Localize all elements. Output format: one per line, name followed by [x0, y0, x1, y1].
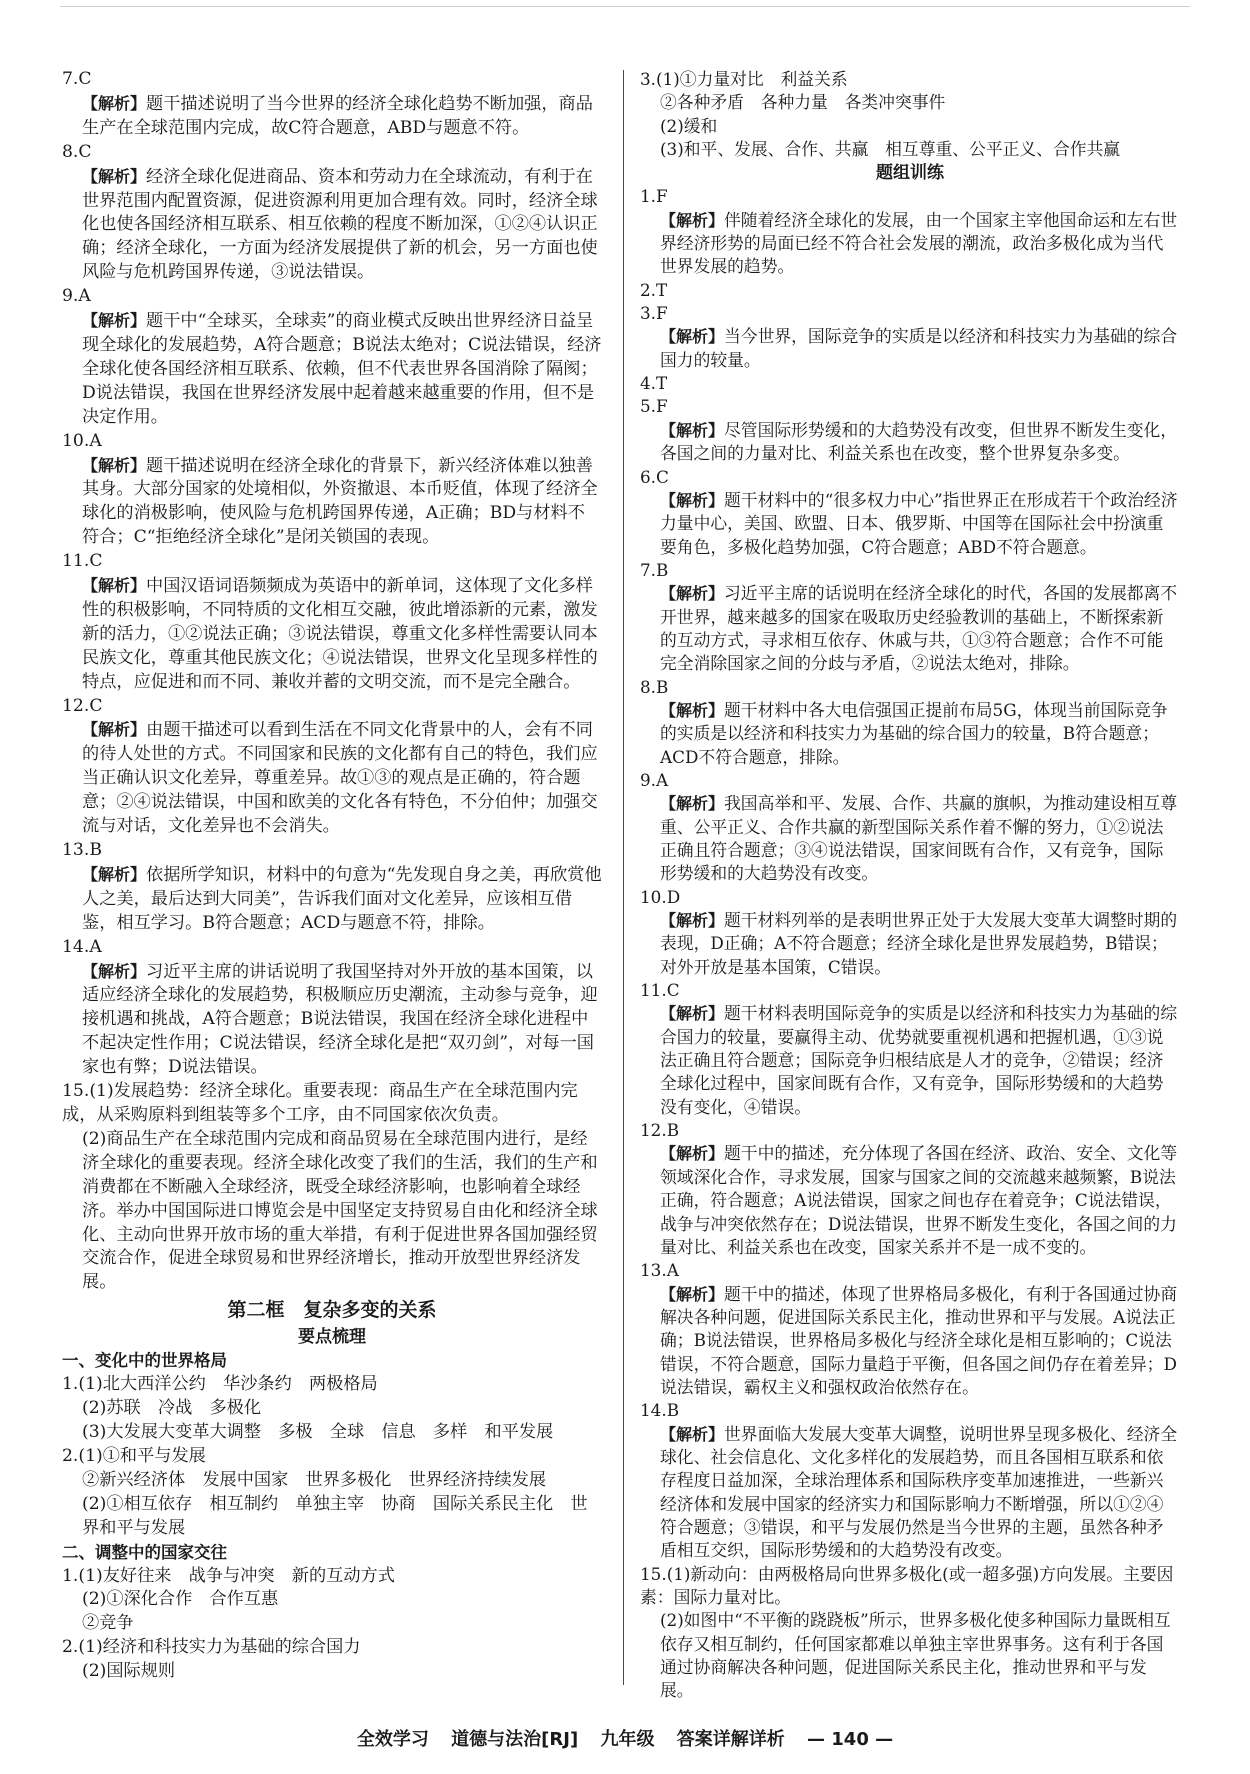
analysis-text: 题干中的描述，体现了世界格局多极化，有利于各国通过协商解决各种问题，促进国际关系民主化，推动世界和平与发展。A说法正确；B说法错误，世界格局多极化与经济全球化是相互影响的；C说法错误，不符合题意，国际力量趋于平衡，但各国之间仍存在着差异；D说法错误，霸权主义和强权政治依然存在。	[660, 1283, 1178, 1397]
footer-subject: 道德与法治[RJ]	[451, 1729, 579, 1750]
analysis-tag: 【解析】	[660, 420, 725, 440]
analysis-tag: 【解析】	[82, 93, 147, 113]
analysis-text: 世界面临大发展大变革大调整，说明世界呈现多极化、经济全球化、社会信息化、文化多样化的发展趋势，而且各国相互联系和依存程度日益加深，全球治理体系和国际秩序变革加速推进，一些新兴经济体和发展中国家的经济实力和国际影响力不断增强，所以①②④符合题意；③错误，和平与发展仍然是当今世界的主题，虽然各种矛盾相互交织，国际形势缓和的大趋势没有改变。	[660, 1423, 1178, 1561]
answer-item: 9.A	[640, 769, 669, 790]
page-footer	[0, 1725, 1250, 1751]
answer-item: 13.B	[62, 840, 102, 860]
analysis-text: 习近平主席的讲话说明了我国坚持对外开放的基本国策，以适应经济全球化的发展趋势，积极顺应历史潮流，主动参与竞争，迎接机遇和挑战，A符合题意；B说法错误，我国在经济全球化进程中不起决定性作用；C说法错误，经济全球化是把“双刃剑”，对每一国家也有弊；D说法错误。	[82, 961, 598, 1078]
analysis-tag: 【解析】	[660, 1004, 725, 1024]
analysis-block	[640, 489, 1180, 559]
answer-item: 12.C	[62, 695, 103, 716]
analysis-tag: 【解析】	[660, 584, 725, 604]
analysis-text: 尽管国际形势缓和的大趋势没有改变，但世界不断发生变化，各国之间的力量对比、利益关系也在改变，整个世界复杂多变。	[660, 419, 1178, 464]
analysis-block	[640, 699, 1180, 769]
analysis-text: 题干中的描述，充分体现了各国在经济、政治、安全、文化等领域深化合作，寻求发展，国家与国家之间的交流越来越频繁，B说法正确，符合题意；A说法错误，国家之间也存在着竞争；C说法错误，战争与冲突依然存在；D说法错误，世界不断发生变化，各国之间的力量对比、利益关系也在改变，国家关系并不是一成不变的。	[660, 1143, 1178, 1257]
analysis-block	[640, 909, 1180, 979]
top-rule	[60, 6, 1190, 7]
analysis-block	[62, 92, 602, 141]
analysis-tag: 【解析】	[660, 327, 725, 347]
analysis-text: 经济全球化促进商品、资本和劳动力在全球流动，有利于在世界范围内配置资源，促进资源利用更加合理有效。同时，经济全球化也使各国经济相互联系、相互依赖的程度不断加深，①②④认识正确；经济全球化，一方面为经济发展提供了新的机会，另一方面也使风险与危机跨国界传递，③说法错误。	[82, 166, 598, 283]
analysis-block	[640, 792, 1180, 885]
analysis-block	[640, 209, 1180, 279]
analysis-block	[640, 582, 1180, 675]
answer-item: 10.A	[62, 430, 102, 451]
analysis-block	[640, 1423, 1180, 1563]
right-column	[640, 68, 1180, 1703]
answer-subitem: (2)商品生产在全球范围内完成和商品贸易在全球范围内进行，是经济全球化的重要表现。经济全球化改变了我们的生活，我们的生产和消费都在不断融入全球经济，既受全球经济影响，也影响着全球经济。举办中国国际进口博览会是中国坚定支持贸易自由化和经济全球化、主动向世界开放市场的重大举措，有利于促进世界各国加强经贸交流合作，促进全球贸易和世界经济增长，推动开放型世界经济发展。	[82, 1128, 598, 1293]
analysis-tag: 【解析】	[660, 1144, 725, 1164]
answer-subitem: (3)和平、发展、合作、共赢 相互尊重、公平正义、合作共赢	[660, 139, 1121, 160]
analysis-block	[62, 574, 602, 695]
footer-section: 答案详解详析	[676, 1729, 785, 1750]
answer-item: 8.C	[62, 141, 92, 162]
answer-item: 3.F	[640, 303, 668, 324]
analysis-text: 题干材料表明国际竞争的实质是以经济和科技实力为基础的综合国力的较量，要赢得主动、优势就要重视机遇和把握机遇，①③说法正确且符合题意；国际竞争归根结底是人才的竞争，②错误；经济全球化过程中，国家间既有合作，又有竞争，国际形势缓和的大趋势没有变化，④错误。	[660, 1003, 1178, 1117]
analysis-text: 由题干描述可以看到生活在不同文化背景中的人，会有不同的待人处世的方式。不同国家和民族的文化都有自己的特色，我们应当正确认识文化差异，尊重差异。故①③的观点是正确的，符合题意；②④说法错误，中国和欧美的文化各有特色，不分伯仲；加强交流与对话，文化差异也不会消失。	[82, 720, 598, 837]
answer-item: 7.B	[640, 559, 669, 580]
answer-item: 1.F	[640, 186, 668, 207]
analysis-text: 题干描述说明了当今世界的经济全球化趋势不断加强，商品生产在全球范围内完成，故C符合题意，ABD与题意不符。	[82, 93, 593, 138]
analysis-tag: 【解析】	[660, 490, 725, 510]
analysis-tag: 【解析】	[82, 720, 147, 740]
answer-subitem: (2)①深化合作 合作互惠	[82, 1589, 279, 1610]
analysis-tag: 【解析】	[82, 311, 147, 331]
answer-item: 5.F	[640, 396, 668, 417]
answer-item: 4.T	[640, 373, 668, 394]
analysis-text: 题干中“全球买，全球卖”的商业模式反映出世界经济日益呈现全球化的发展趋势，A符合题意；B说法太绝对；C说法错误，经济全球化使各国经济相互联系、依赖，但不代表世界各国消除了隔阂；D说法错误，我国在世界经济发展中起着越来越重要的作用，但不是决定作用。	[82, 311, 602, 427]
part-heading: 二、调整中的国家交往	[62, 1542, 227, 1562]
answer-item: 2.T	[640, 279, 668, 300]
page-number: — 140 —	[807, 1729, 894, 1750]
analysis-text: 伴随着经济全球化的发展，由一个国家主宰他国命运和左右世界经济形势的局面已经不符合社会发展的潮流，政治多极化成为当代世界发展的趋势。	[660, 209, 1178, 277]
answer-item: 9.A	[62, 286, 91, 307]
answer-item: 15.(1)新动向：由两极格局向世界多极化(或一超多强)方向发展。主要因素：国际力量对比。	[640, 1563, 1174, 1607]
analysis-text: 题干描述说明在经济全球化的背景下，新兴经济体难以独善其身。大部分国家的处境相似，外资撤退、本币贬值，体现了经济全球化的消极影响，使风险与危机跨国界传递，A正确；BD与材料不符合；C“拒绝经济全球化”是闭关锁国的表现。	[82, 455, 598, 548]
answer-subitem: (2)苏联 冷战 多极化	[82, 1398, 262, 1419]
analysis-tag: 【解析】	[660, 911, 725, 931]
analysis-block	[62, 863, 602, 936]
analysis-tag: 【解析】	[82, 455, 147, 475]
answer-item: 2.(1)①和平与发展	[62, 1445, 206, 1466]
analysis-tag: 【解析】	[660, 1424, 725, 1444]
left-column	[62, 68, 602, 1684]
analysis-block	[640, 325, 1180, 372]
analysis-block	[62, 960, 602, 1081]
analysis-block	[640, 1283, 1180, 1400]
analysis-tag: 【解析】	[82, 864, 147, 884]
analysis-text: 习近平主席的话说明在经济全球化的时代，各国的发展都离不开世界，越来越多的国家在吸取历史经验教训的基础上，不断探索新的互动方式，寻求相互依存、休戚与共，①③符合题意；合作不可能完全消除国家之间的分歧与矛盾，②说法太绝对，排除。	[660, 583, 1178, 674]
footer-brand: 全效学习	[356, 1729, 429, 1750]
answer-subitem: ②各种矛盾 各种力量 各类冲突事件	[660, 92, 946, 113]
analysis-tag: 【解析】	[82, 166, 147, 186]
analysis-text: 中国汉语词语频频成为英语中的新单词，这体现了文化多样性的积极影响，不同特质的文化相互交融，彼此增添新的元素，激发新的活力，①②说法正确；③说法错误，尊重文化多样性需要认同本民族文化，尊重其他民族文化；④说法错误，世界文化呈现多样性的特点，应促进和而不同、兼收并蓄的文明交流，而不是完全融合。	[82, 576, 598, 692]
analysis-tag: 【解析】	[660, 794, 725, 814]
analysis-block	[640, 1002, 1180, 1119]
answer-item: 2.(1)经济和科技实力为基础的综合国力	[62, 1637, 361, 1658]
analysis-tag: 【解析】	[660, 700, 725, 720]
analysis-block	[62, 454, 602, 551]
analysis-tag: 【解析】	[660, 1284, 725, 1304]
answer-item: 12.B	[640, 1120, 680, 1141]
section-heading: 第二框 复杂多变的关系	[227, 1299, 437, 1322]
answer-item: 13.A	[640, 1260, 679, 1281]
analysis-text: 题干材料列举的是表明世界正处于大发展大变革大调整时期的表现，D正确；A不符合题意；经济全球化是世界发展趋势，B错误；对外开放是基本国策，C错误。	[660, 910, 1178, 977]
answer-subitem: (2)国际规则	[82, 1661, 176, 1682]
answer-subitem: (3)大发展大变革大调整 多极 全球 信息 多样 和平发展	[82, 1422, 554, 1443]
answer-item: 15.(1)发展趋势：经济全球化。重要表现：商品生产在全球范围内完成，从采购原料到组装等多个工序，由不同国家依次负责。	[62, 1081, 578, 1125]
part-heading: 一、变化中的世界格局	[62, 1351, 227, 1371]
answer-item: 11.C	[62, 551, 103, 572]
answer-subitem: (2)缓和	[660, 115, 718, 136]
analysis-block	[62, 718, 602, 839]
answer-item: 8.B	[640, 676, 669, 697]
analysis-block	[640, 419, 1180, 466]
answer-subitem: ②竞争	[82, 1613, 134, 1634]
analysis-tag: 【解析】	[660, 210, 725, 230]
analysis-text: 题干材料中各大电信强国正提前布局5G，体现当前国际竞争的实质是以经济和科技实力为基础的综合国力的较量，B符合题意；ACD不符合题意，排除。	[660, 699, 1168, 767]
answer-subitem: (2)如图中“不平衡的跷跷板”所示，世界多极化使多种国际力量既相互依存又相互制约，任何国家都难以单独主宰世界事务。这有利于各国通过协商解决各种问题，促进国际关系民主化，推动世界和平与发展。	[660, 1610, 1171, 1701]
answer-item: 1.(1)北大西洋公约 华沙条约 两极格局	[62, 1374, 378, 1395]
analysis-block	[62, 165, 602, 286]
analysis-text: 当今世界，国际竞争的实质是以经济和科技实力为基础的综合国力的较量。	[660, 326, 1178, 370]
answer-item: 6.C	[640, 466, 669, 487]
answer-item: 10.D	[640, 886, 681, 907]
answer-subitem: ②新兴经济体 发展中国家 世界多极化 世界经济持续发展	[82, 1469, 547, 1490]
answer-item: 7.C	[62, 69, 92, 89]
column-divider	[623, 70, 624, 1685]
answer-item: 14.B	[640, 1400, 680, 1421]
subsection-heading: 题组训练	[876, 163, 944, 184]
answer-subitem: (2)①相互依存 相互制约 单独主宰 协商 国际关系民主化 世界和平与发展	[82, 1493, 588, 1538]
answer-item: 3.(1)①力量对比 利益关系	[640, 69, 848, 89]
analysis-tag: 【解析】	[82, 961, 147, 981]
analysis-tag: 【解析】	[82, 576, 147, 596]
analysis-text: 题干材料中的“很多权力中心”指世界正在形成若干个政治经济力量中心，美国、欧盟、日本、俄罗斯、中国等在国际社会中扮演重要角色，多极化趋势加强，C符合题意；ABD不符合题意。	[660, 489, 1178, 557]
answer-item: 14.A	[62, 936, 102, 957]
subsection-heading: 要点梳理	[298, 1327, 366, 1348]
answer-item: 1.(1)友好往来 战争与冲突 新的互动方式	[62, 1565, 395, 1586]
analysis-text: 我国高举和平、发展、合作、共赢的旗帜，为推动建设相互尊重、公平正义、合作共赢的新型国际关系作着不懈的努力，①②说法正确且符合题意；③④说法错误，国家间既有合作，又有竞争，国际形势缓和的大趋势没有改变。	[660, 793, 1178, 884]
analysis-block	[640, 1142, 1180, 1259]
answer-item: 11.C	[640, 980, 680, 1001]
footer-grade: 九年级	[600, 1729, 655, 1750]
analysis-text: 依据所学知识，材料中的句意为“先发现自身之美，再欣赏他人之美，最后达到大同美”，告诉我们面对文化差异，应该相互借鉴，相互学习。B符合题意；ACD与题意不符，排除。	[82, 864, 602, 933]
analysis-block	[62, 309, 602, 430]
